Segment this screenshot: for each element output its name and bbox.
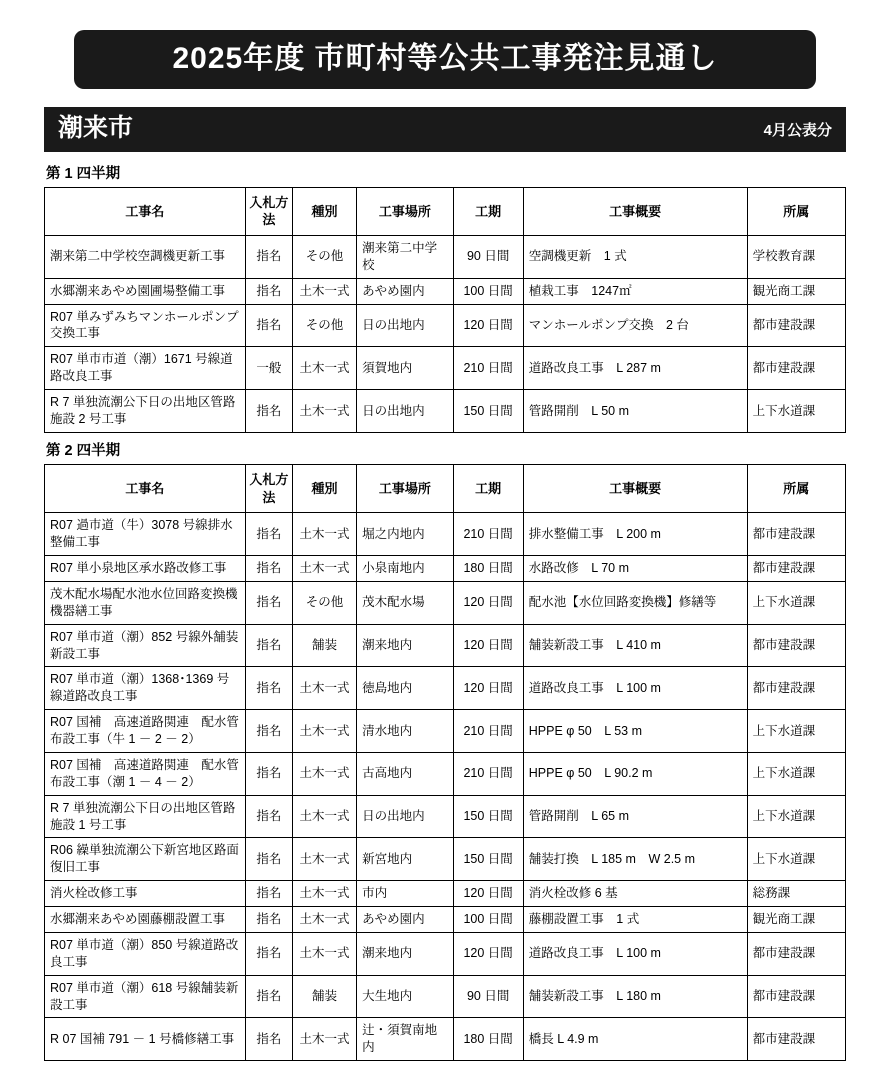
cell-place: 潮来地内 <box>357 624 453 667</box>
cell-period: 150 日間 <box>453 795 523 838</box>
cell-place: 日の出地内 <box>357 304 453 347</box>
cell-type: その他 <box>292 235 356 278</box>
cell-bid-method: 指名 <box>245 304 292 347</box>
cell-name: 潮来第二中学校空調機更新工事 <box>45 235 246 278</box>
cell-outline: 配水池【水位回路変換機】修繕等 <box>523 581 747 624</box>
cell-name: R07 単みずみちマンホールポンプ交換工事 <box>45 304 246 347</box>
cell-type: 土木一式 <box>292 710 356 753</box>
cell-period: 180 日間 <box>453 1018 523 1061</box>
cell-bid-method: 指名 <box>245 624 292 667</box>
cell-outline: 舗装新設工事 L 410 m <box>523 624 747 667</box>
cell-period: 100 日間 <box>453 278 523 304</box>
cell-place: 茂木配水場 <box>357 581 453 624</box>
cell-outline: 藤棚設置工事 1 式 <box>523 907 747 933</box>
cell-department: 都市建設課 <box>747 932 845 975</box>
section-heading: 第 2 四半期 <box>46 442 121 459</box>
cell-bid-method: 指名 <box>245 667 292 710</box>
cell-bid-method: 指名 <box>245 795 292 838</box>
cell-period: 120 日間 <box>453 581 523 624</box>
cell-outline: マンホールポンプ交換 2 台 <box>523 304 747 347</box>
cell-department: 総務課 <box>747 881 845 907</box>
cell-place: あやめ園内 <box>357 907 453 933</box>
table-row <box>45 390 846 433</box>
cell-period: 150 日間 <box>453 390 523 433</box>
cell-outline: 空調機更新 1 式 <box>523 235 747 278</box>
cell-outline: 消火栓改修 6 基 <box>523 881 747 907</box>
cell-type: その他 <box>292 304 356 347</box>
cell-department: 上下水道課 <box>747 795 845 838</box>
cell-name: 水郷潮来あやめ園藤棚設置工事 <box>45 907 246 933</box>
cell-outline: 管路開削 L 50 m <box>523 390 747 433</box>
publish-note: 4月公表分 <box>763 121 832 139</box>
cell-bid-method: 一般 <box>245 347 292 390</box>
column-header-type: 種別 <box>292 187 356 235</box>
cell-place: あやめ園内 <box>357 278 453 304</box>
cell-type: 土木一式 <box>292 513 356 556</box>
table-header-row <box>45 465 846 513</box>
cell-outline: 橋長 L 4.9 m <box>523 1018 747 1061</box>
column-header-period: 工期 <box>453 187 523 235</box>
cell-outline: 植栽工事 1247㎡ <box>523 278 747 304</box>
cell-department: 上下水道課 <box>747 390 845 433</box>
column-header-name: 工事名 <box>45 465 246 513</box>
cell-bid-method: 指名 <box>245 513 292 556</box>
cell-bid-method: 指名 <box>245 278 292 304</box>
column-header-place: 工事場所 <box>357 465 453 513</box>
table-row <box>45 881 846 907</box>
cell-bid-method: 指名 <box>245 907 292 933</box>
cell-place: 古高地内 <box>357 752 453 795</box>
cell-name: R07 国補 高速道路関連 配水管布設工事（潮 1 － 4 － 2） <box>45 752 246 795</box>
cell-department: 都市建設課 <box>747 304 845 347</box>
cell-name: R07 単市道（潮）852 号線外舗装新設工事 <box>45 624 246 667</box>
column-header-type: 種別 <box>292 465 356 513</box>
cell-period: 90 日間 <box>453 235 523 278</box>
cell-place: 須賀地内 <box>357 347 453 390</box>
cell-place: 堀之内地内 <box>357 513 453 556</box>
title-banner <box>74 30 816 89</box>
cell-name: R07 単市道（潮）850 号線道路改良工事 <box>45 932 246 975</box>
quarter-section <box>44 443 846 1061</box>
cell-name: R 7 単独流潮公下日の出地区管路施設 2 号工事 <box>45 390 246 433</box>
cell-department: 都市建設課 <box>747 624 845 667</box>
table-header-row <box>45 187 846 235</box>
cell-type: 土木一式 <box>292 795 356 838</box>
cell-place: 日の出地内 <box>357 390 453 433</box>
column-header-period: 工期 <box>453 465 523 513</box>
sections-container <box>44 166 846 1062</box>
cell-place: 新宮地内 <box>357 838 453 881</box>
table-row <box>45 624 846 667</box>
cell-department: 上下水道課 <box>747 752 845 795</box>
cell-period: 120 日間 <box>453 624 523 667</box>
table-row <box>45 752 846 795</box>
cell-type: 土木一式 <box>292 838 356 881</box>
quarter-section <box>44 166 846 433</box>
cell-department: 学校教育課 <box>747 235 845 278</box>
cell-name: 水郷潮来あやめ園圃場整備工事 <box>45 278 246 304</box>
cell-period: 120 日間 <box>453 932 523 975</box>
cell-type: 舗装 <box>292 624 356 667</box>
cell-period: 120 日間 <box>453 667 523 710</box>
cell-outline: 舗装新設工事 L 180 m <box>523 975 747 1018</box>
cell-type: 土木一式 <box>292 390 356 433</box>
column-header-department: 所属 <box>747 465 845 513</box>
cell-place: 小泉南地内 <box>357 556 453 582</box>
cell-department: 都市建設課 <box>747 556 845 582</box>
column-header-outline: 工事概要 <box>523 187 747 235</box>
table-row <box>45 667 846 710</box>
cell-type: 土木一式 <box>292 881 356 907</box>
cell-period: 100 日間 <box>453 907 523 933</box>
work-table <box>44 464 846 1061</box>
cell-type: 土木一式 <box>292 556 356 582</box>
cell-outline: 管路開削 L 65 m <box>523 795 747 838</box>
cell-bid-method: 指名 <box>245 390 292 433</box>
cell-department: 観光商工課 <box>747 907 845 933</box>
table-row <box>45 278 846 304</box>
cell-name: R07 単小泉地区承水路改修工事 <box>45 556 246 582</box>
cell-bid-method: 指名 <box>245 710 292 753</box>
cell-type: 土木一式 <box>292 1018 356 1061</box>
cell-bid-method: 指名 <box>245 235 292 278</box>
cell-bid-method: 指名 <box>245 752 292 795</box>
cell-bid-method: 指名 <box>245 881 292 907</box>
section-heading: 第 1 四半期 <box>46 165 121 182</box>
table-row <box>45 907 846 933</box>
cell-period: 120 日間 <box>453 881 523 907</box>
cell-type: 土木一式 <box>292 278 356 304</box>
cell-place: 辻・須賀南地内 <box>357 1018 453 1061</box>
city-name: 潮来市 <box>58 114 134 142</box>
cell-outline: 排水整備工事 L 200 m <box>523 513 747 556</box>
cell-name: R07 単市道（潮）1368･1369 号線道路改良工事 <box>45 667 246 710</box>
cell-department: 上下水道課 <box>747 710 845 753</box>
column-header-department: 所属 <box>747 187 845 235</box>
table-row <box>45 932 846 975</box>
cell-type: 土木一式 <box>292 752 356 795</box>
table-row <box>45 513 846 556</box>
cell-bid-method: 指名 <box>245 1018 292 1061</box>
cell-outline: 道路改良工事 L 287 m <box>523 347 747 390</box>
cell-period: 210 日間 <box>453 347 523 390</box>
cell-outline: 道路改良工事 L 100 m <box>523 932 747 975</box>
cell-place: 清水地内 <box>357 710 453 753</box>
table-row <box>45 795 846 838</box>
column-header-outline: 工事概要 <box>523 465 747 513</box>
cell-name: R 07 国補 791 － 1 号橋修繕工事 <box>45 1018 246 1061</box>
table-row <box>45 347 846 390</box>
cell-department: 都市建設課 <box>747 1018 845 1061</box>
cell-bid-method: 指名 <box>245 838 292 881</box>
cell-bid-method: 指名 <box>245 581 292 624</box>
cell-bid-method: 指名 <box>245 556 292 582</box>
cell-place: 潮来第二中学校 <box>357 235 453 278</box>
cell-period: 210 日間 <box>453 752 523 795</box>
cell-period: 210 日間 <box>453 710 523 753</box>
cell-name: R07 単市道（潮）618 号線舗装新設工事 <box>45 975 246 1018</box>
cell-department: 都市建設課 <box>747 513 845 556</box>
cell-period: 90 日間 <box>453 975 523 1018</box>
cell-place: 市内 <box>357 881 453 907</box>
cell-period: 150 日間 <box>453 838 523 881</box>
page-title: 2025年度 市町村等公共工事発注見通し <box>172 42 718 75</box>
cell-department: 都市建設課 <box>747 667 845 710</box>
cell-name: 茂木配水場配水池水位回路変換機機器繕工事 <box>45 581 246 624</box>
cell-name: R 7 単独流潮公下日の出地区管路施設 1 号工事 <box>45 795 246 838</box>
cell-department: 上下水道課 <box>747 838 845 881</box>
cell-type: その他 <box>292 581 356 624</box>
cell-outline: HPPE φ 50 L 53 m <box>523 710 747 753</box>
cell-period: 180 日間 <box>453 556 523 582</box>
cell-name: R07 過市道（牛）3078 号線排水整備工事 <box>45 513 246 556</box>
column-header-bid-method: 入札方法 <box>245 187 292 235</box>
cell-department: 都市建設課 <box>747 347 845 390</box>
cell-bid-method: 指名 <box>245 975 292 1018</box>
city-bar <box>44 107 846 152</box>
cell-type: 舗装 <box>292 975 356 1018</box>
cell-place: 徳島地内 <box>357 667 453 710</box>
column-header-bid-method: 入札方法 <box>245 465 292 513</box>
cell-outline: 道路改良工事 L 100 m <box>523 667 747 710</box>
cell-name: R06 繰単独流潮公下新宮地区路面復旧工事 <box>45 838 246 881</box>
cell-outline: HPPE φ 50 L 90.2 m <box>523 752 747 795</box>
column-header-name: 工事名 <box>45 187 246 235</box>
cell-name: 消火栓改修工事 <box>45 881 246 907</box>
cell-type: 土木一式 <box>292 667 356 710</box>
cell-outline: 舗装打換 L 185 m W 2.5 m <box>523 838 747 881</box>
cell-department: 都市建設課 <box>747 975 845 1018</box>
table-row <box>45 1018 846 1061</box>
cell-period: 210 日間 <box>453 513 523 556</box>
cell-period: 120 日間 <box>453 304 523 347</box>
cell-type: 土木一式 <box>292 932 356 975</box>
column-header-place: 工事場所 <box>357 187 453 235</box>
table-row <box>45 581 846 624</box>
table-row <box>45 304 846 347</box>
cell-name: R07 国補 高速道路関連 配水管布設工事（牛 1 － 2 － 2） <box>45 710 246 753</box>
table-row <box>45 235 846 278</box>
table-row <box>45 710 846 753</box>
table-row <box>45 838 846 881</box>
cell-department: 上下水道課 <box>747 581 845 624</box>
table-row <box>45 975 846 1018</box>
cell-place: 大生地内 <box>357 975 453 1018</box>
cell-place: 潮来地内 <box>357 932 453 975</box>
cell-name: R07 単市市道（潮）1671 号線道路改良工事 <box>45 347 246 390</box>
cell-outline: 水路改修 L 70 m <box>523 556 747 582</box>
cell-bid-method: 指名 <box>245 932 292 975</box>
work-table <box>44 187 846 433</box>
cell-department: 観光商工課 <box>747 278 845 304</box>
cell-type: 土木一式 <box>292 907 356 933</box>
cell-type: 土木一式 <box>292 347 356 390</box>
cell-place: 日の出地内 <box>357 795 453 838</box>
table-row <box>45 556 846 582</box>
